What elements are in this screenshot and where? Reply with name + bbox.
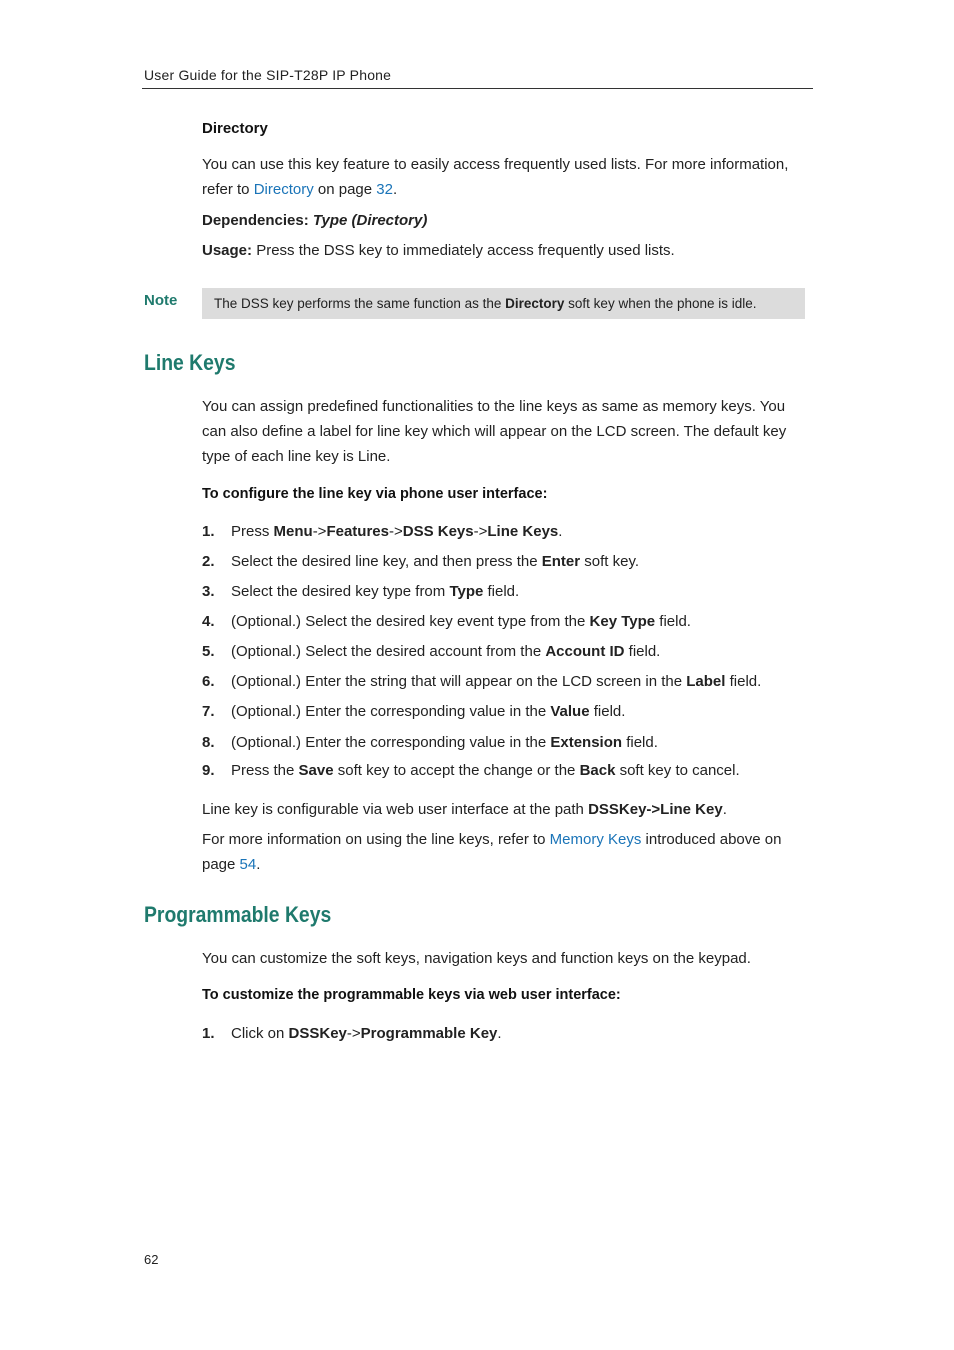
- programmable-keys-intro: You can customize the soft keys, navigation keys and function keys on the keypad.: [202, 950, 751, 967]
- note-box: The DSS key performs the same function as the Directory soft key when the phone is idle.: [202, 288, 805, 319]
- step-7: 7. (Optional.) Enter the corresponding value in the Value field.: [202, 703, 626, 720]
- directory-paragraph: [202, 152, 788, 202]
- directory-line-2: refer to Directory on page 32.: [202, 181, 398, 198]
- step-5: 5. (Optional.) Select the desired account from the Account ID field.: [202, 643, 661, 660]
- page-54-link[interactable]: 54: [239, 856, 257, 873]
- step-3: 3. Select the desired key type from Type field.: [202, 583, 520, 600]
- usage-line: Usage: Press the DSS key to immediately access frequently used lists.: [202, 242, 675, 259]
- note-label: Note: [144, 292, 178, 309]
- line-keys-procedure-title: To configure the line key via phone user interface:: [202, 486, 548, 502]
- page-number: 62: [144, 1252, 159, 1267]
- directory-heading: Directory: [202, 120, 268, 137]
- running-header: User Guide for the SIP-T28P IP Phone: [144, 67, 392, 83]
- more-info-paragraph: For more information on using the line keys, refer to Memory Keys introduced above on page 54.: [202, 831, 782, 873]
- step-6: 6. (Optional.) Enter the string that will appear on the LCD screen in the Label field.: [202, 673, 762, 690]
- step-4: 4. (Optional.) Select the desired key event type from the Key Type field.: [202, 613, 691, 630]
- line-keys-intro: You can assign predefined functionalities to the line keys as same as memory keys. You can also define a label for line key which will appear on the LCD screen. The default key type of each line key is Line.: [202, 398, 787, 465]
- directory-link[interactable]: Directory: [253, 181, 314, 198]
- step-2: 2. Select the desired line key, and then press the Enter soft key.: [202, 553, 640, 570]
- memory-keys-link[interactable]: Memory Keys: [549, 831, 642, 848]
- page-32-link[interactable]: 32: [376, 181, 393, 198]
- step-1: 1. Press Menu->Features->DSS Keys->Line Keys.: [202, 523, 563, 540]
- step-8: 8. (Optional.) Enter the corresponding value in the Extension field.: [202, 734, 658, 751]
- programmable-keys-title: Programmable Keys: [144, 902, 332, 927]
- dependencies-line: Dependencies: Type (Directory): [202, 212, 428, 229]
- web-path-line: Line key is configurable via web user interface at the path DSSKey->Line Key.: [202, 801, 727, 818]
- step-9: 9. Press the Save soft key to accept the change or the Back soft key to cancel.: [202, 762, 740, 779]
- line-keys-title: Line Keys: [144, 350, 236, 375]
- programmable-keys-procedure-title: To customize the programmable keys via web user interface:: [202, 987, 621, 1003]
- header-rule: [142, 88, 813, 89]
- programmable-step-1: 1. Click on DSSKey->Programmable Key.: [202, 1025, 502, 1042]
- directory-line-1: You can use this key feature to easily access frequently used lists. For more information,: [202, 156, 789, 173]
